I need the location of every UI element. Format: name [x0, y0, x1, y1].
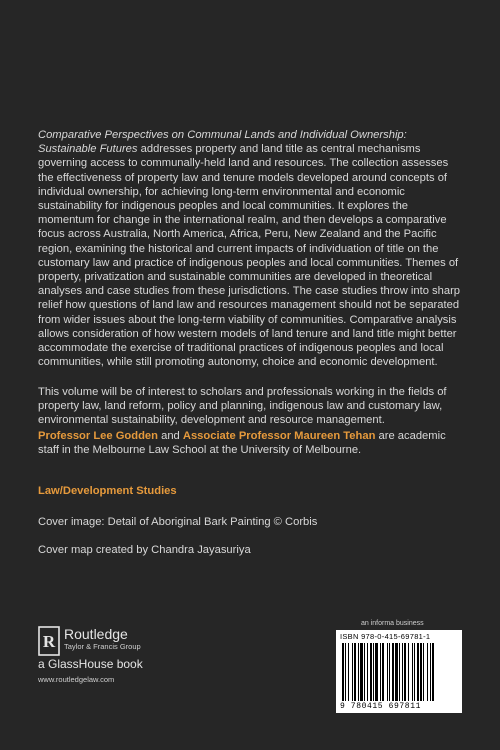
barcode-bar — [382, 643, 384, 701]
routledge-logo-icon — [38, 626, 60, 656]
barcode-bar — [404, 643, 406, 701]
barcode-bar — [348, 643, 349, 701]
cover-image-credit: Cover image: Detail of Aboriginal Bark Painting © Corbis — [38, 516, 318, 528]
publisher-block — [38, 626, 208, 686]
barcode-bar — [430, 643, 431, 701]
blurb-paragraph — [38, 128, 466, 369]
barcode-bar — [375, 643, 378, 701]
svg-text:R: R — [42, 632, 56, 651]
barcode-bar — [427, 643, 428, 701]
publisher-name: Routledge — [64, 626, 128, 642]
authors-and: and — [157, 430, 183, 442]
barcode-bar — [402, 643, 403, 701]
authors-affiliation: are academic staff in the Melbourne Law School at the University of Melbourne. — [38, 430, 446, 457]
barcode-bar — [387, 643, 388, 701]
publisher-url: www.routledgelaw.com — [38, 675, 115, 684]
barcode-bar — [389, 643, 390, 701]
barcode-bar — [354, 643, 356, 701]
barcode-bar — [358, 643, 359, 701]
barcode-bar — [395, 643, 398, 701]
barcode-bar — [392, 643, 394, 701]
barcode-bar — [420, 643, 422, 701]
barcode-bars — [342, 643, 456, 701]
barcode-bar — [432, 643, 434, 701]
barcode-bar — [370, 643, 372, 701]
barcode-bar — [408, 643, 409, 701]
barcode-bar — [423, 643, 424, 701]
barcode-bar — [373, 643, 374, 701]
barcode-bar — [380, 643, 381, 701]
isbn-text: ISBN 978-0-415-69781-1 — [340, 632, 431, 641]
barcode-bar — [342, 643, 344, 701]
interest-paragraph: This volume will be of interest to scholars and professionals working in the fields of property law, land reform, policy and planning, indigenous law and customary law, environmental sustainability, development and resource management. — [38, 386, 447, 427]
barcode-bar — [399, 643, 400, 701]
barcode-bar — [414, 643, 415, 701]
author-name-1: Professor Lee Godden — [38, 430, 158, 442]
book-title: Comparative Perspectives on Communal Lands and Individual Ownership: Sustainable Futures — [38, 129, 407, 156]
barcode-bar — [367, 643, 368, 701]
subject-category: Law/Development Studies — [38, 485, 177, 497]
informa-tagline: an informa business — [361, 620, 424, 627]
barcode-number: 9 780415 697811 — [340, 702, 422, 711]
cover-map-credit: Cover map created by Chandra Jayasuriya — [38, 544, 251, 556]
author-name-2: Associate Professor Maureen Tehan — [182, 430, 376, 442]
publisher-group: Taylor & Francis Group — [64, 642, 141, 651]
barcode-bar — [412, 643, 413, 701]
authors-paragraph — [38, 429, 466, 457]
barcode-bar — [417, 643, 419, 701]
barcode-bar — [345, 643, 346, 701]
barcode-bar — [360, 643, 363, 701]
barcode — [336, 630, 462, 713]
barcode-bar — [352, 643, 353, 701]
publisher-imprint: a GlassHouse book — [38, 657, 143, 671]
barcode-bar — [364, 643, 365, 701]
blurb-text: addresses property and land title as central mechanisms governing access to communally-held land and resources. The collection assesses the effectiveness of property law and tenure models developed around concepts of individual ownership, for achieving long-term environmental and economic sustainability for indigenous peoples and local communities. It explores the momentum for change in the international realm, and then develops a comparative focus across Australia, North America, Africa, Peru, New Zealand and the Pacific region, examining the historical and current impacts of individuation of title on the customary law and practice of indigenous peoples and local communities. Themes of property, privatization and sustainable communities are developed in theoretical analyses and case studies from these jurisdictions. The case studies throw into sharp relief how questions of land law and resources management should not be separated from wider issues about the long-term viability of communities. Comparative analysis allows consideration of how western models of land tenure and land title might better accommodate the exercise of traditional practices of indigenous peoples and local communities, while still promoting autonomy, choice and economic development. — [38, 143, 461, 369]
